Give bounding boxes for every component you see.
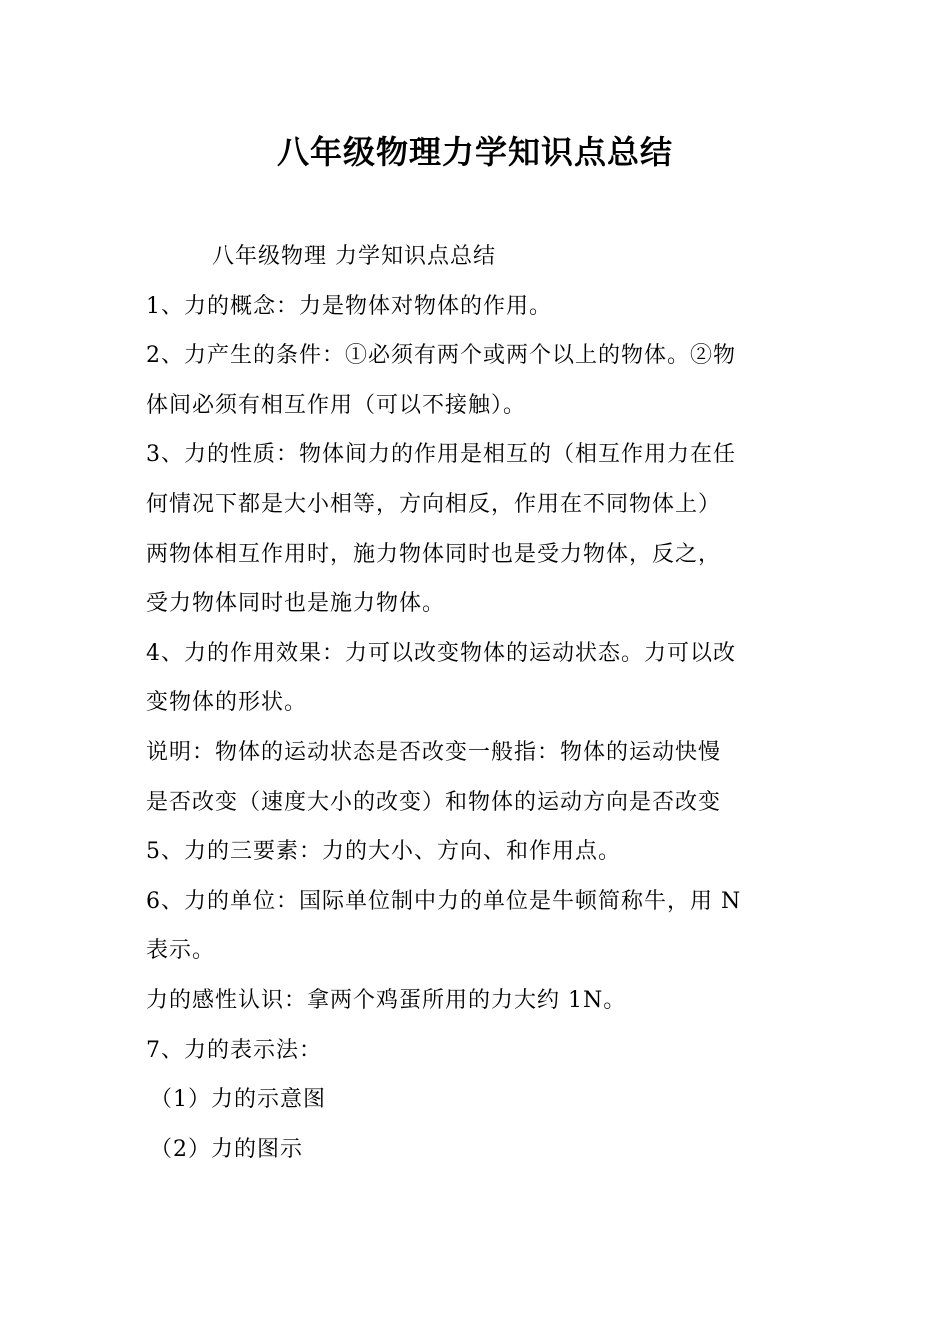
paragraph-line: 何情况下都是大小相等，方向相反，作用在不同物体上）	[146, 491, 722, 517]
paragraph-line: 表示。	[146, 938, 216, 964]
paragraph-line: 力的感性认识：拿两个鸡蛋所用的力大约 1N。	[146, 987, 627, 1013]
paragraph-line: 6、力的单位：国际单位制中力的单位是牛顿简称牛，用 N	[146, 888, 742, 914]
paragraph-line: 2、力产生的条件：①必须有两个或两个以上的物体。②物	[146, 343, 736, 369]
paragraph-line: 体间必须有相互作用（可以不接触）。	[146, 392, 527, 418]
paragraph-line: 5、力的三要素：力的大小、方向、和作用点。	[146, 839, 621, 865]
paragraph-line: 4、力的作用效果：力可以改变物体的运动状态。力可以改	[146, 640, 736, 666]
document-body	[146, 232, 810, 1174]
paragraph-line: 两物体相互作用时，施力物体同时也是受力物体，反之，	[146, 541, 722, 567]
paragraph-line: 说明：物体的运动状态是否改变一般指：物体的运动快慢	[146, 739, 722, 765]
paragraph-line: 1、力的概念：力是物体对物体的作用。	[146, 293, 552, 319]
paragraph-line: 是否改变（速度大小的改变）和物体的运动方向是否改变	[146, 789, 722, 815]
document-subtitle: 八年级物理 力学知识点总结	[212, 244, 496, 269]
list-item: （1）力的示意图	[150, 1087, 326, 1113]
paragraph-line: 7、力的表示法：	[146, 1037, 322, 1063]
paragraph-line: 变物体的形状。	[146, 690, 308, 716]
list-item: （2）力的图示	[150, 1136, 303, 1162]
page-title: 八年级物理力学知识点总结	[276, 133, 673, 171]
paragraph-line: 3、力的性质：物体间力的作用是相互的（相互作用力在任	[146, 442, 736, 468]
paragraph-line: 受力物体同时也是施力物体。	[146, 591, 446, 617]
